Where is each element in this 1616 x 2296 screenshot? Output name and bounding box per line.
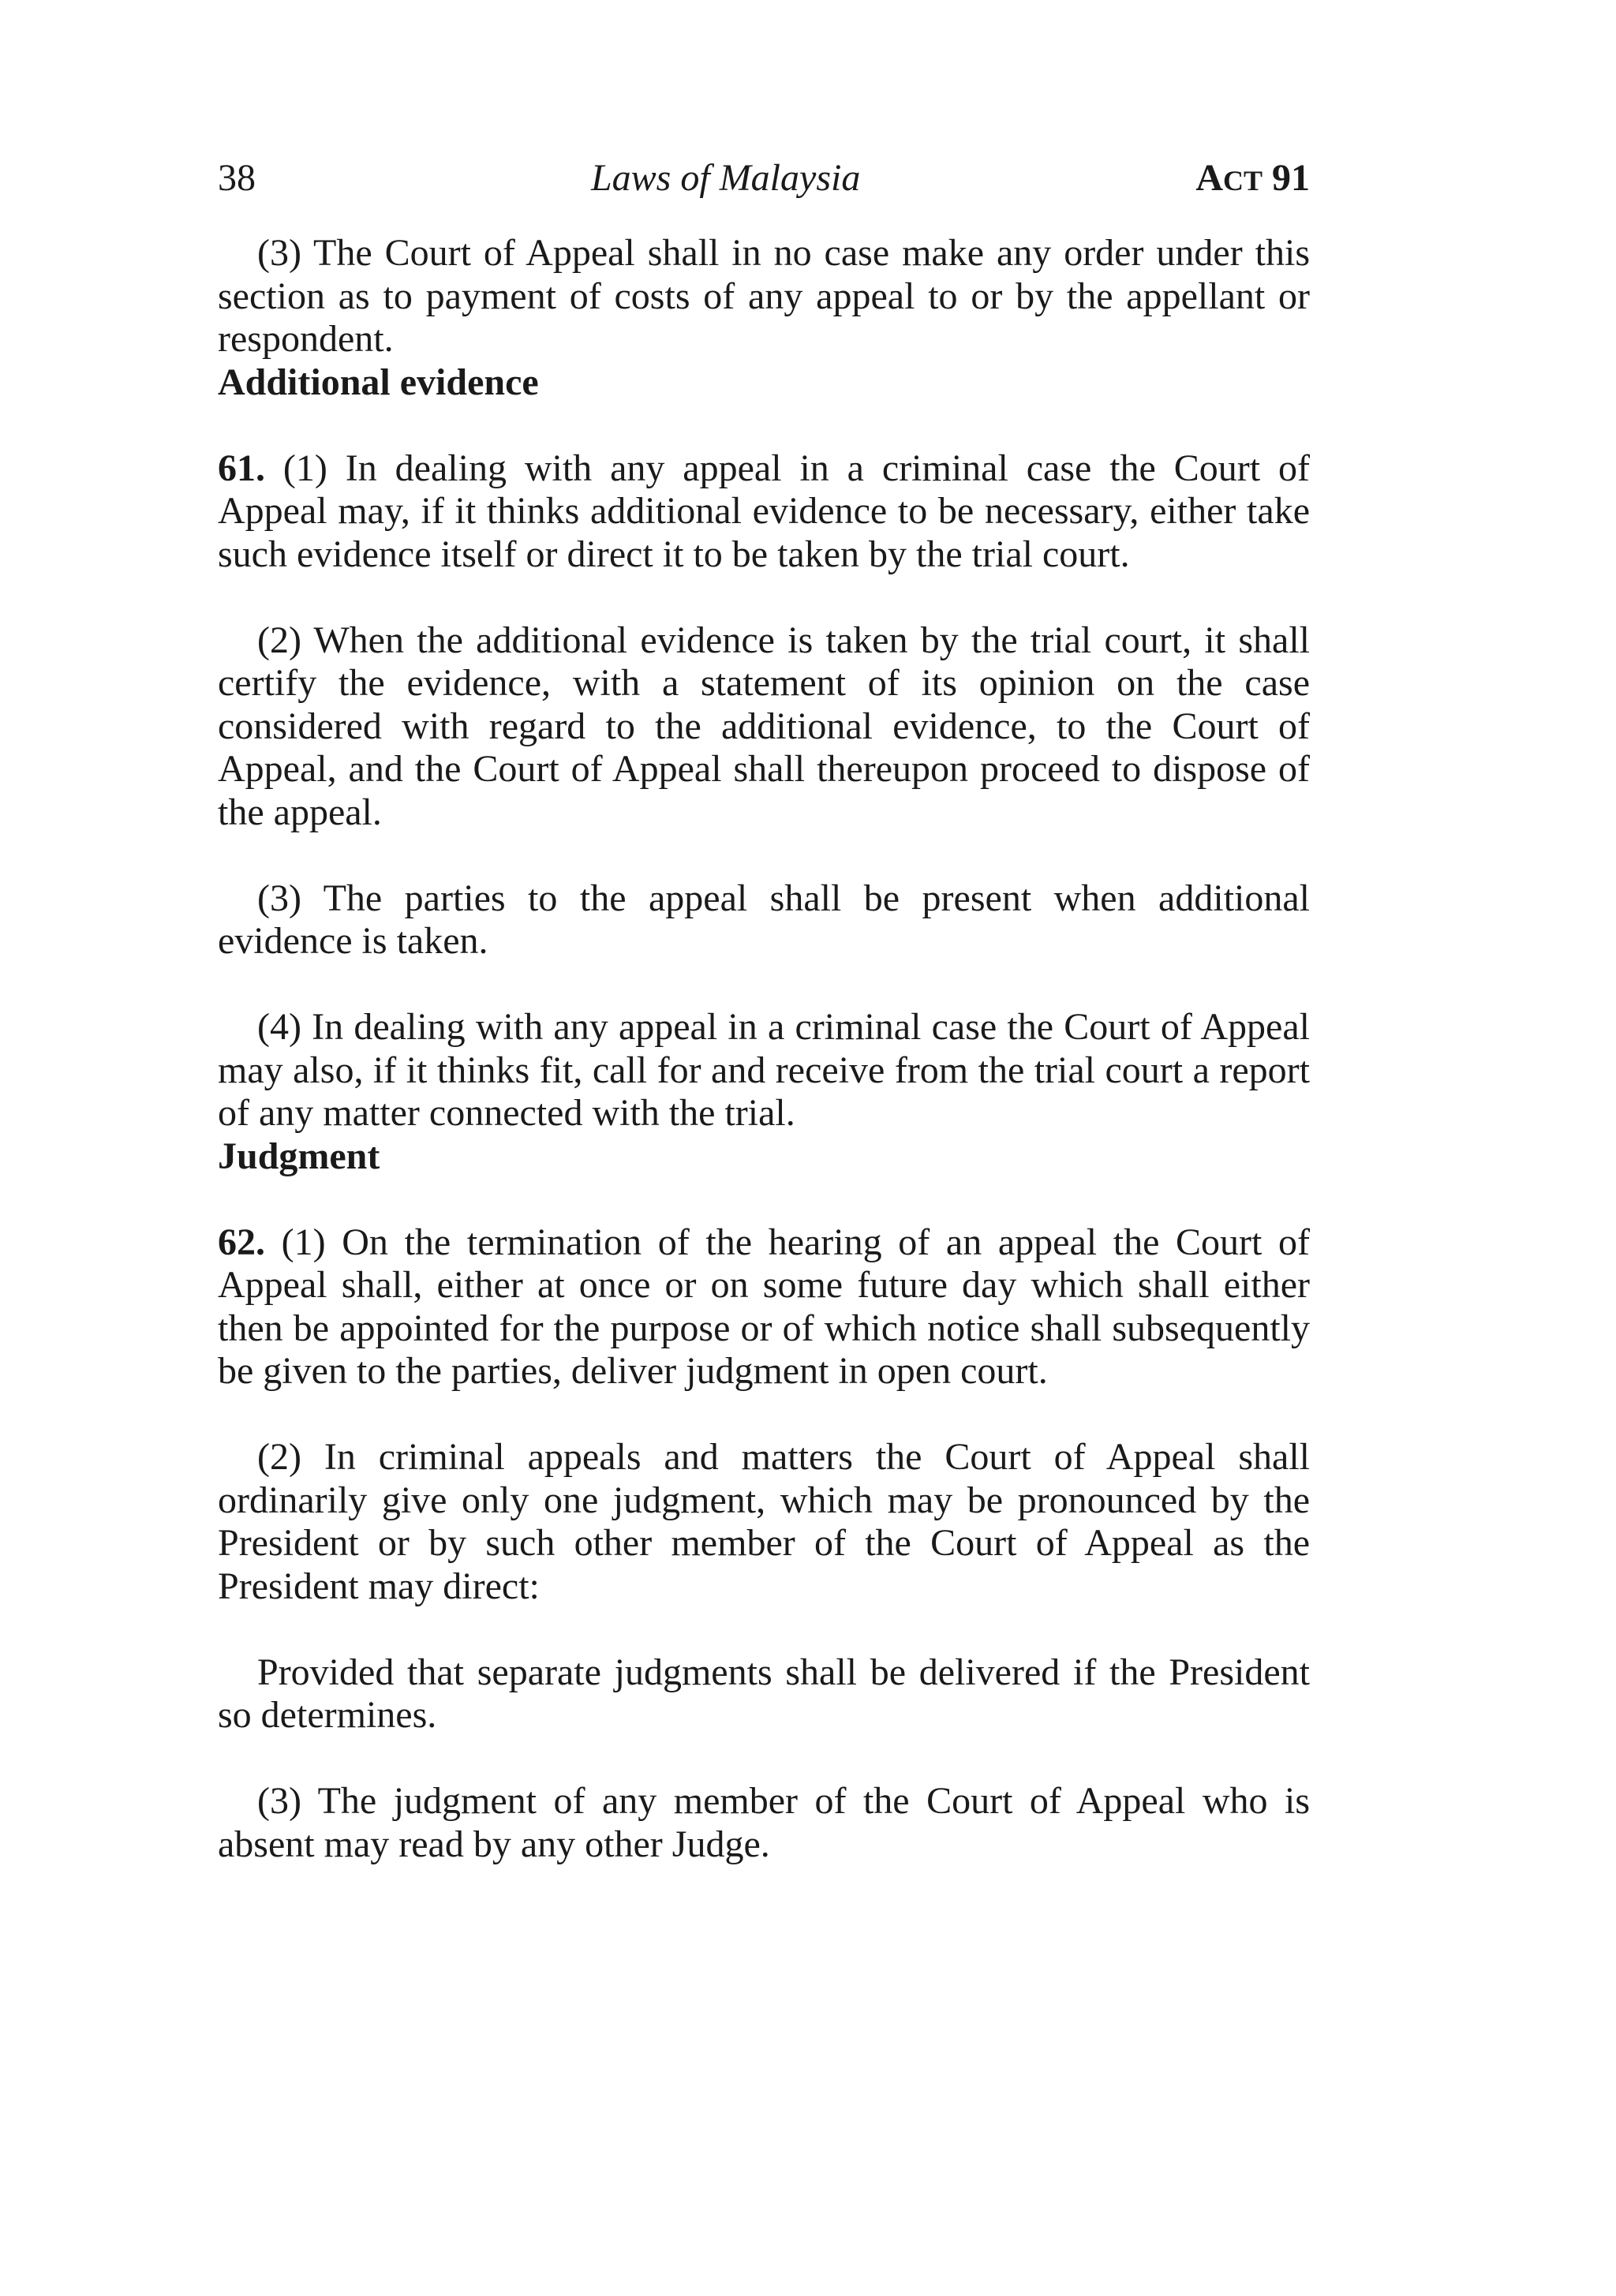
section-61-number: 61. <box>218 447 265 489</box>
page-header <box>218 155 1310 202</box>
section-62-subsection-2: (2) In criminal appeals and matters the Court of Appeal shall ordinarily give only one judgment, which may be pronounced by the President or by such other member of the Court of Appeal as the President may direct: <box>218 1436 1310 1607</box>
section-61-subsection-4: (4) In dealing with any appeal in a criminal case the Court of Appeal may also, if it thinks fit, call for and receive from the trial court a report of any matter connected with the trial. <box>218 1006 1310 1134</box>
section-62-subsection-3: (3) The judgment of any member of the Court of Appeal who is absent may read by any other Judge. <box>218 1780 1310 1865</box>
section-62-number: 62. <box>218 1221 265 1263</box>
running-title: Laws of Malaysia <box>590 157 861 199</box>
act-smallcaps: CT <box>1222 165 1262 196</box>
document-page <box>218 155 1310 1866</box>
section-60-subsection-3: (3) The Court of Appeal shall in no case make any order under this section as to payment of costs of any appeal to or by the appellant or respondent. <box>218 232 1310 360</box>
section-62-subsection-1 <box>218 1221 1310 1393</box>
act-number: 91 <box>1262 157 1310 199</box>
section-61-subsection-1-text: (1) In dealing with any appeal in a criminal case the Court of Appeal may, if it thinks additional evidence to be necessary, either take such evidence itself or direct it to be taken by the trial court. <box>218 447 1310 575</box>
section-62-subsection-1-text: (1) On the termination of the hearing of an appeal the Court of Appeal shall, either at once or on some future day which shall either then be appointed for the purpose or of which notice shall subsequently be given to the parties, deliver judgment in open court. <box>218 1221 1310 1392</box>
section-62-proviso: Provided that separate judgments shall be delivered if the President so determines. <box>218 1651 1310 1736</box>
section-61-subsection-2: (2) When the additional evidence is taken by the trial court, it shall certify the evidence, with a statement of its opinion on the case considered with regard to the additional evidence, to the Court of Appeal, and the Court of Appeal shall thereupon proceed to dispose of the appeal. <box>218 619 1310 833</box>
section-62-heading: Judgment <box>218 1135 380 1177</box>
act-prefix: A <box>1195 157 1223 199</box>
page-number: 38 <box>218 157 256 199</box>
section-61-subsection-1 <box>218 447 1310 577</box>
section-61-heading: Additional evidence <box>218 361 539 403</box>
act-reference <box>1195 155 1310 204</box>
section-61-subsection-3: (3) The parties to the appeal shall be present when additional evidence is taken. <box>218 877 1310 962</box>
